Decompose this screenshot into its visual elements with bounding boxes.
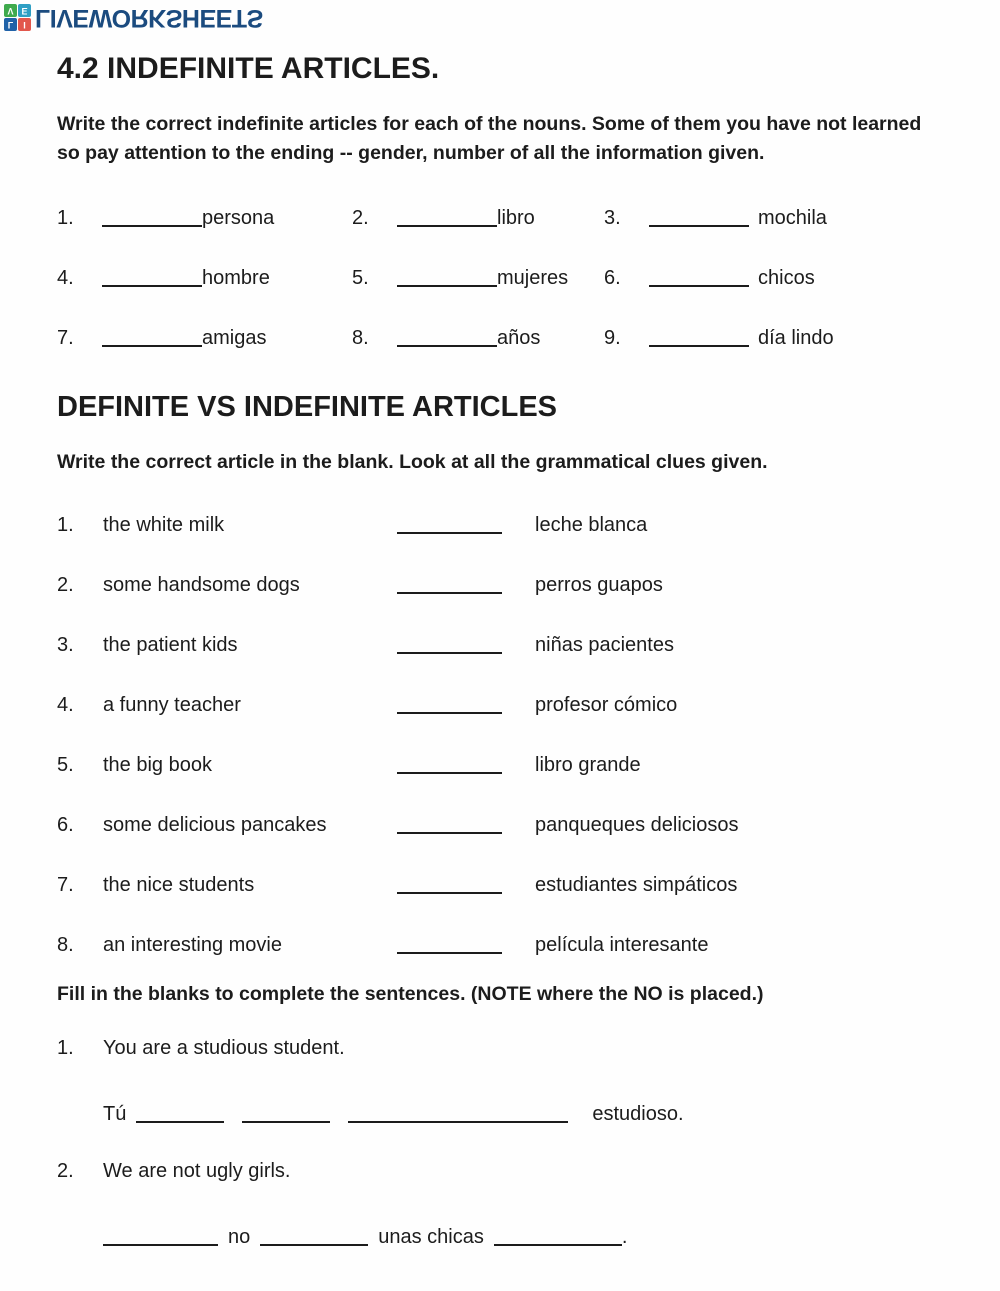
item-number: 6. <box>604 267 621 289</box>
logo-wordmark: LIVEWORKSHEETS <box>35 4 263 32</box>
english-sentence: We are not ugly girls. <box>103 1160 291 1182</box>
answer-blank[interactable] <box>397 934 502 954</box>
item-number: 8. <box>57 934 74 956</box>
item-number: 1. <box>57 1037 74 1059</box>
answer-blank[interactable] <box>397 694 502 714</box>
answer-blank[interactable] <box>649 207 749 227</box>
section2-instructions: Write the correct article in the blank. Look at all the grammatical clues given. <box>57 451 768 473</box>
match-item-3 <box>57 631 940 656</box>
item-number: 1. <box>57 207 74 229</box>
fill-item-1 <box>57 204 352 229</box>
item-number: 5. <box>352 267 369 289</box>
section3-instructions: Fill in the blanks to complete the sentences. (NOTE where the NO is placed.) <box>57 983 764 1005</box>
spanish-phrase: película interesante <box>535 934 709 956</box>
answer-prefix: Tú <box>103 1103 127 1125</box>
item-number: 9. <box>604 327 621 349</box>
answer-blank[interactable] <box>103 1226 218 1246</box>
fill-item-8 <box>352 324 604 349</box>
answer-blank[interactable] <box>649 267 749 287</box>
answer-blank[interactable] <box>260 1226 368 1246</box>
item-word: día lindo <box>758 327 834 349</box>
item-number: 2. <box>352 207 369 229</box>
item-word: mujeres <box>497 267 569 289</box>
answer-blank[interactable] <box>102 327 202 347</box>
logo-letter-squares-icon <box>4 5 31 32</box>
item-number: 1. <box>57 514 74 536</box>
match-item-8 <box>57 931 940 956</box>
fill-item-2 <box>352 204 604 229</box>
english-phrase: some handsome dogs <box>103 574 300 596</box>
fill-item-9 <box>604 324 834 349</box>
spanish-phrase: niñas pacientes <box>535 634 674 656</box>
item-number: 6. <box>57 814 74 836</box>
section1-instructions: Write the correct indefinite articles for each of the nouns. Some of them you have not learned so pay attention to the ending -- gender, number of all the information given. <box>57 113 922 164</box>
sentence-answer-line-1 <box>103 1100 940 1126</box>
item-number: 4. <box>57 694 74 716</box>
section1-row-1 <box>57 204 940 229</box>
answer-word: no <box>228 1226 251 1248</box>
item-word: hombre <box>202 267 270 289</box>
sentence-item-1 <box>57 1037 940 1060</box>
answer-word: unas chicas <box>378 1226 484 1248</box>
spanish-phrase: profesor cómico <box>535 694 678 716</box>
answer-blank[interactable] <box>102 267 202 287</box>
answer-blank[interactable] <box>242 1103 330 1123</box>
answer-blank[interactable] <box>397 754 502 774</box>
item-number: 3. <box>57 634 74 656</box>
spanish-phrase: estudiantes simpáticos <box>535 874 738 896</box>
section1-row-2 <box>57 264 940 289</box>
answer-blank[interactable] <box>397 327 497 347</box>
english-phrase: an interesting movie <box>103 934 282 956</box>
spanish-phrase: panqueques deliciosos <box>535 814 739 836</box>
item-number: 3. <box>604 207 621 229</box>
english-phrase: some delicious pancakes <box>103 814 327 836</box>
item-number: 2. <box>57 574 74 596</box>
item-number: 7. <box>57 874 74 896</box>
match-item-1 <box>57 511 940 536</box>
sentence-item-2 <box>57 1160 940 1183</box>
answer-suffix: estudioso. <box>592 1103 684 1125</box>
item-number: 2. <box>57 1160 74 1182</box>
spanish-phrase: perros guapos <box>535 574 663 596</box>
answer-blank[interactable] <box>102 207 202 227</box>
fill-item-7 <box>57 324 352 349</box>
fill-item-4 <box>57 264 352 289</box>
answer-blank[interactable] <box>397 874 502 894</box>
english-sentence: You are a studious student. <box>103 1037 345 1059</box>
fill-item-5 <box>352 264 604 289</box>
section2-title: DEFINITE VS INDEFINITE ARTICLES <box>57 391 558 423</box>
answer-blank[interactable] <box>397 574 502 594</box>
english-phrase: the nice students <box>103 874 255 896</box>
english-phrase: the patient kids <box>103 634 238 656</box>
answer-blank[interactable] <box>397 634 502 654</box>
logo-square-l: L <box>4 19 17 32</box>
item-word: chicos <box>758 267 815 289</box>
item-word: libro <box>497 207 535 229</box>
answer-blank[interactable] <box>397 814 502 834</box>
fill-item-3 <box>604 204 827 229</box>
match-item-7 <box>57 871 940 896</box>
item-word: mochila <box>758 207 827 229</box>
spanish-phrase: leche blanca <box>535 514 648 536</box>
section1-row-3 <box>57 324 940 349</box>
answer-blank[interactable] <box>494 1226 622 1246</box>
item-number: 5. <box>57 754 74 776</box>
logo-square-i: I <box>18 19 31 32</box>
item-word: años <box>497 327 541 349</box>
item-word: amigas <box>202 327 267 349</box>
answer-blank[interactable] <box>397 207 497 227</box>
item-number: 7. <box>57 327 74 349</box>
answer-blank[interactable] <box>649 327 749 347</box>
english-phrase: a funny teacher <box>103 694 241 716</box>
answer-blank[interactable] <box>397 267 497 287</box>
sentence-answer-line-2 <box>103 1223 940 1249</box>
liveworksheets-logo <box>4 4 263 32</box>
answer-blank[interactable] <box>348 1103 568 1123</box>
answer-suffix: . <box>621 1226 628 1248</box>
answer-blank[interactable] <box>397 514 502 534</box>
spanish-phrase: libro grande <box>535 754 641 776</box>
match-item-5 <box>57 751 940 776</box>
match-item-4 <box>57 691 940 716</box>
item-word: persona <box>202 207 275 229</box>
section1-title: 4.2 INDEFINITE ARTICLES. <box>57 52 440 85</box>
fill-item-6 <box>604 264 815 289</box>
item-number: 4. <box>57 267 74 289</box>
match-item-2 <box>57 571 940 596</box>
logo-square-v: V <box>4 5 17 18</box>
logo-square-e: E <box>18 5 31 18</box>
answer-blank[interactable] <box>136 1103 224 1123</box>
english-phrase: the white milk <box>103 514 225 536</box>
english-phrase: the big book <box>103 754 212 776</box>
item-number: 8. <box>352 327 369 349</box>
match-item-6 <box>57 811 940 836</box>
